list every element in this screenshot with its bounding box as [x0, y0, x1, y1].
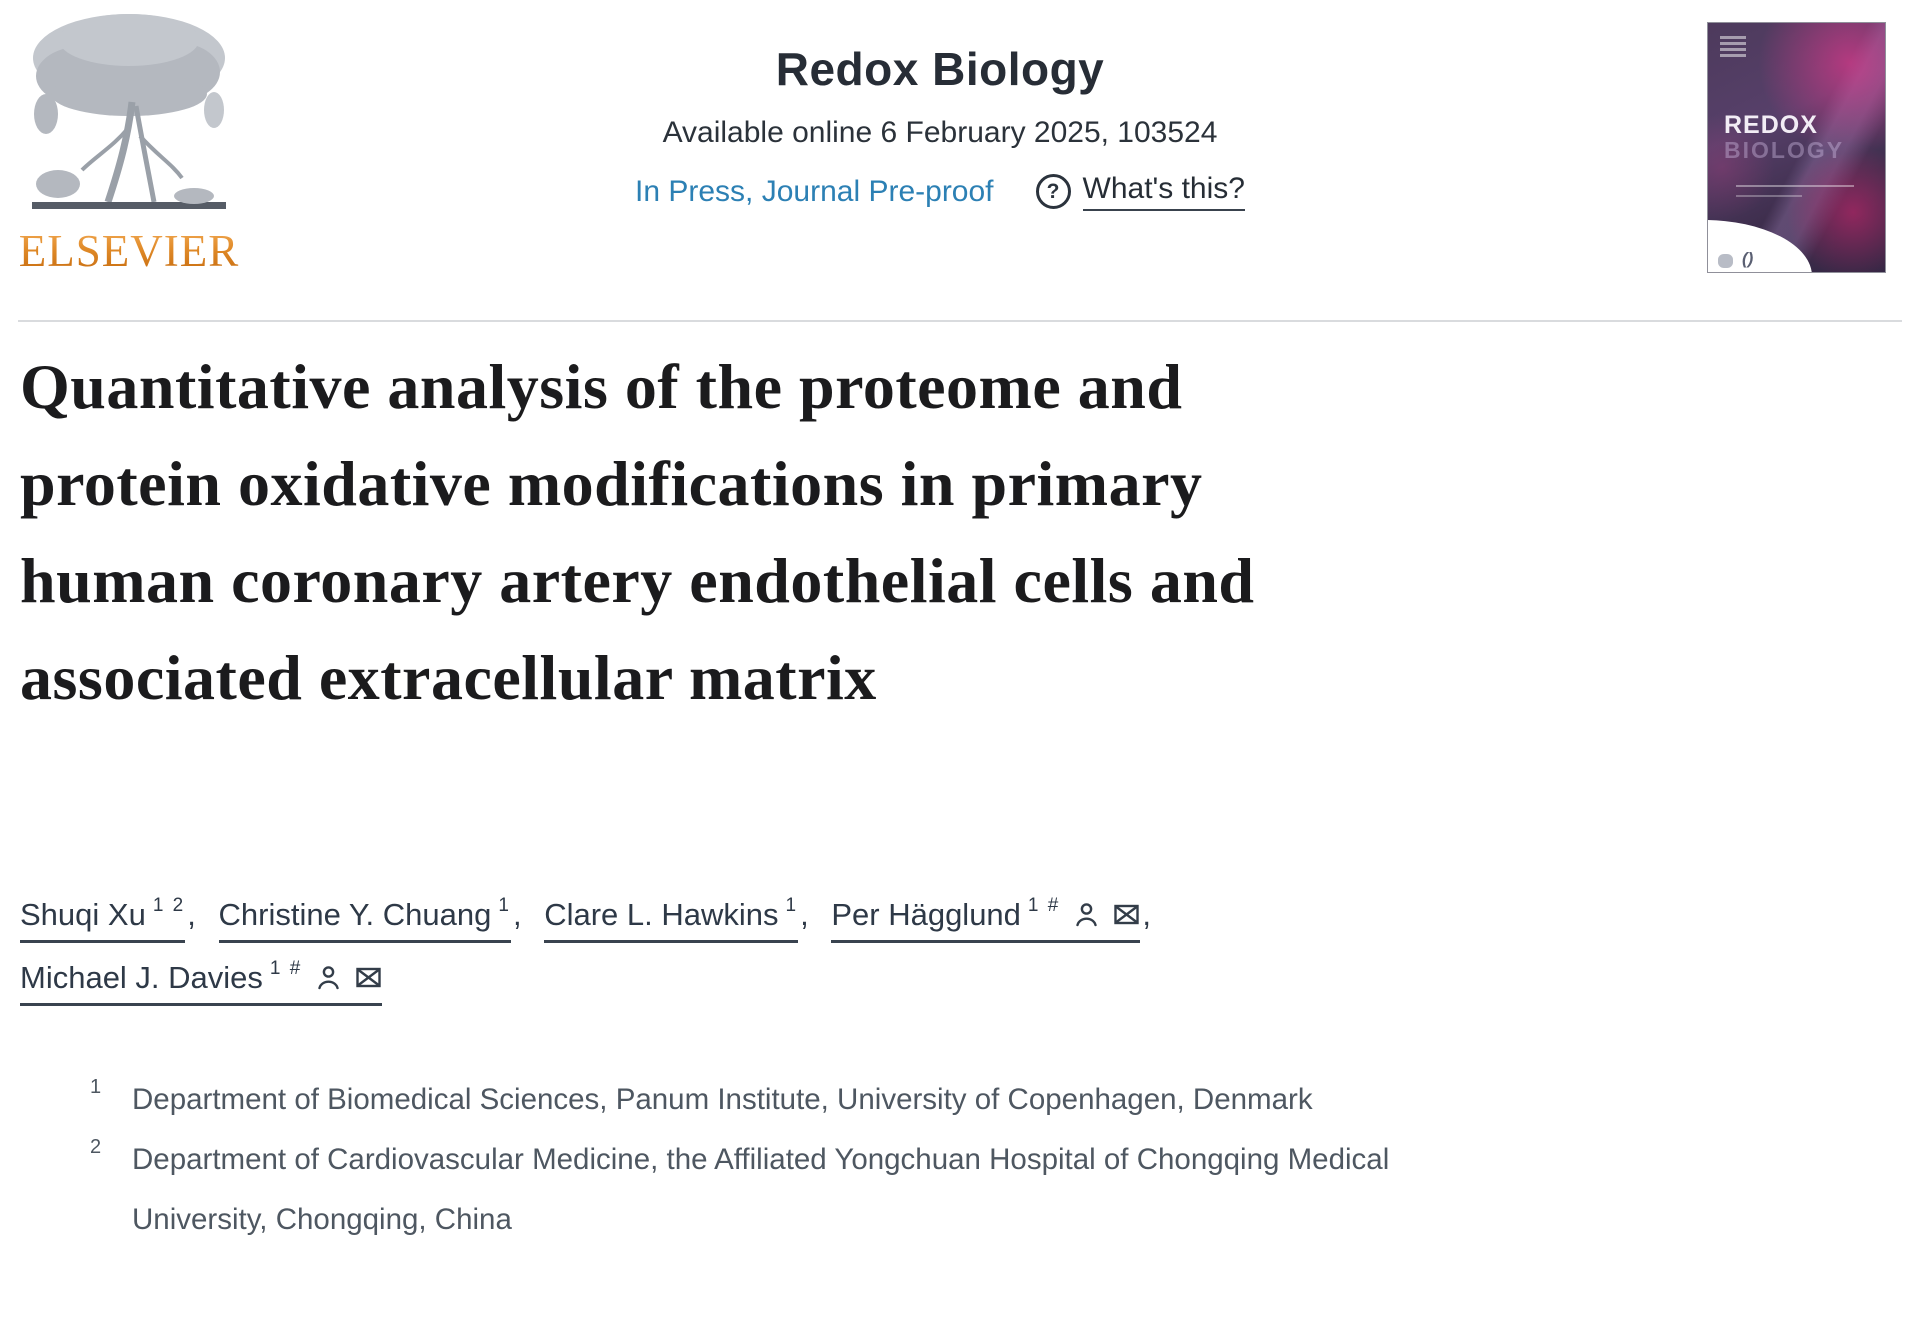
- author-name[interactable]: Michael J. Davies: [20, 960, 263, 996]
- author-separator: ,: [187, 897, 196, 932]
- author-affiliation-sup: 1 #: [269, 957, 303, 979]
- author-name[interactable]: Christine Y. Chuang: [218, 897, 492, 932]
- author-separator: ,: [1142, 897, 1151, 932]
- article-title-line: human coronary artery endothelial cells and: [20, 545, 1255, 616]
- author-name[interactable]: Clare L. Hawkins: [544, 897, 779, 932]
- article-title-line: associated extracellular matrix: [20, 642, 877, 713]
- cover-corner-wedge: [1707, 220, 1812, 273]
- affiliation-list: [90, 1070, 1900, 1250]
- whats-this-group[interactable]: [1036, 172, 1245, 211]
- author-affiliation-sup: 1 #: [1027, 894, 1061, 916]
- author-list: [20, 894, 1900, 1006]
- affiliation-row: [90, 1130, 1900, 1250]
- author-link[interactable]: [831, 894, 1140, 943]
- cover-decor-line: [1736, 195, 1802, 197]
- inpress-link[interactable]: In Press, Journal Pre-proof: [635, 174, 994, 208]
- author-link[interactable]: [20, 894, 186, 943]
- author-link[interactable]: [20, 957, 382, 1006]
- email-icon[interactable]: [355, 964, 382, 991]
- cover-publisher-mark-icon: [1720, 33, 1746, 57]
- elsevier-wordmark: ELSEVIER: [18, 226, 240, 276]
- author-separator: ,: [512, 897, 522, 932]
- author-separator: ,: [800, 897, 809, 932]
- author-name[interactable]: Shuqi Xu: [20, 897, 146, 932]
- author-row: [20, 957, 1900, 1006]
- cover-mini-mark-icon: (): [1742, 249, 1754, 268]
- author-link[interactable]: [544, 894, 799, 943]
- author-profile-icon[interactable]: [1073, 901, 1100, 928]
- author-row: [20, 894, 1900, 943]
- availability-text: Available online 6 February 2025, 103524: [662, 116, 1218, 149]
- cover-title-redox: REDOX: [1724, 111, 1818, 139]
- author-affiliation-sup: 1: [785, 894, 799, 916]
- email-icon[interactable]: [1113, 901, 1140, 928]
- article-title-line: Quantitative analysis of the proteome and: [20, 351, 1183, 422]
- cover-mini-logo-icon: [1718, 254, 1733, 268]
- whats-this-link[interactable]: What's this?: [1083, 172, 1245, 211]
- question-circle-icon[interactable]: ?: [1036, 174, 1071, 209]
- elsevier-logo: [18, 6, 240, 275]
- journal-title: Redox Biology: [775, 43, 1105, 95]
- affiliation-row: [90, 1070, 1900, 1130]
- author-link[interactable]: [218, 894, 511, 943]
- article-title: [20, 338, 1900, 726]
- affiliation-text: Department of Cardiovascular Medicine, the Affiliated Yongchuan Hospital of Chongqing Medical University, Chongqing, China: [132, 1143, 1390, 1237]
- author-name[interactable]: Per Hägglund: [831, 897, 1021, 932]
- affiliation-sup: 1: [90, 1076, 102, 1099]
- cover-title-biology: BIOLOGY: [1724, 137, 1845, 163]
- journal-banner: [300, 42, 1580, 211]
- header-divider: [18, 320, 1902, 322]
- journal-cover-thumbnail[interactable]: [1707, 22, 1886, 273]
- cover-decor-line: [1736, 185, 1854, 187]
- author-affiliation-sup: 1: [498, 894, 511, 916]
- elsevier-tree-icon: [24, 6, 234, 230]
- author-affiliation-sup: 1 2: [152, 894, 186, 916]
- author-profile-icon[interactable]: [315, 964, 342, 991]
- page-header: [0, 0, 1920, 322]
- affiliation-text: Department of Biomedical Sciences, Panum Institute, University of Copenhagen, Denmark: [132, 1083, 1313, 1117]
- affiliation-sup: 2: [90, 1136, 102, 1159]
- article-title-line: protein oxidative modifications in primary: [20, 448, 1203, 519]
